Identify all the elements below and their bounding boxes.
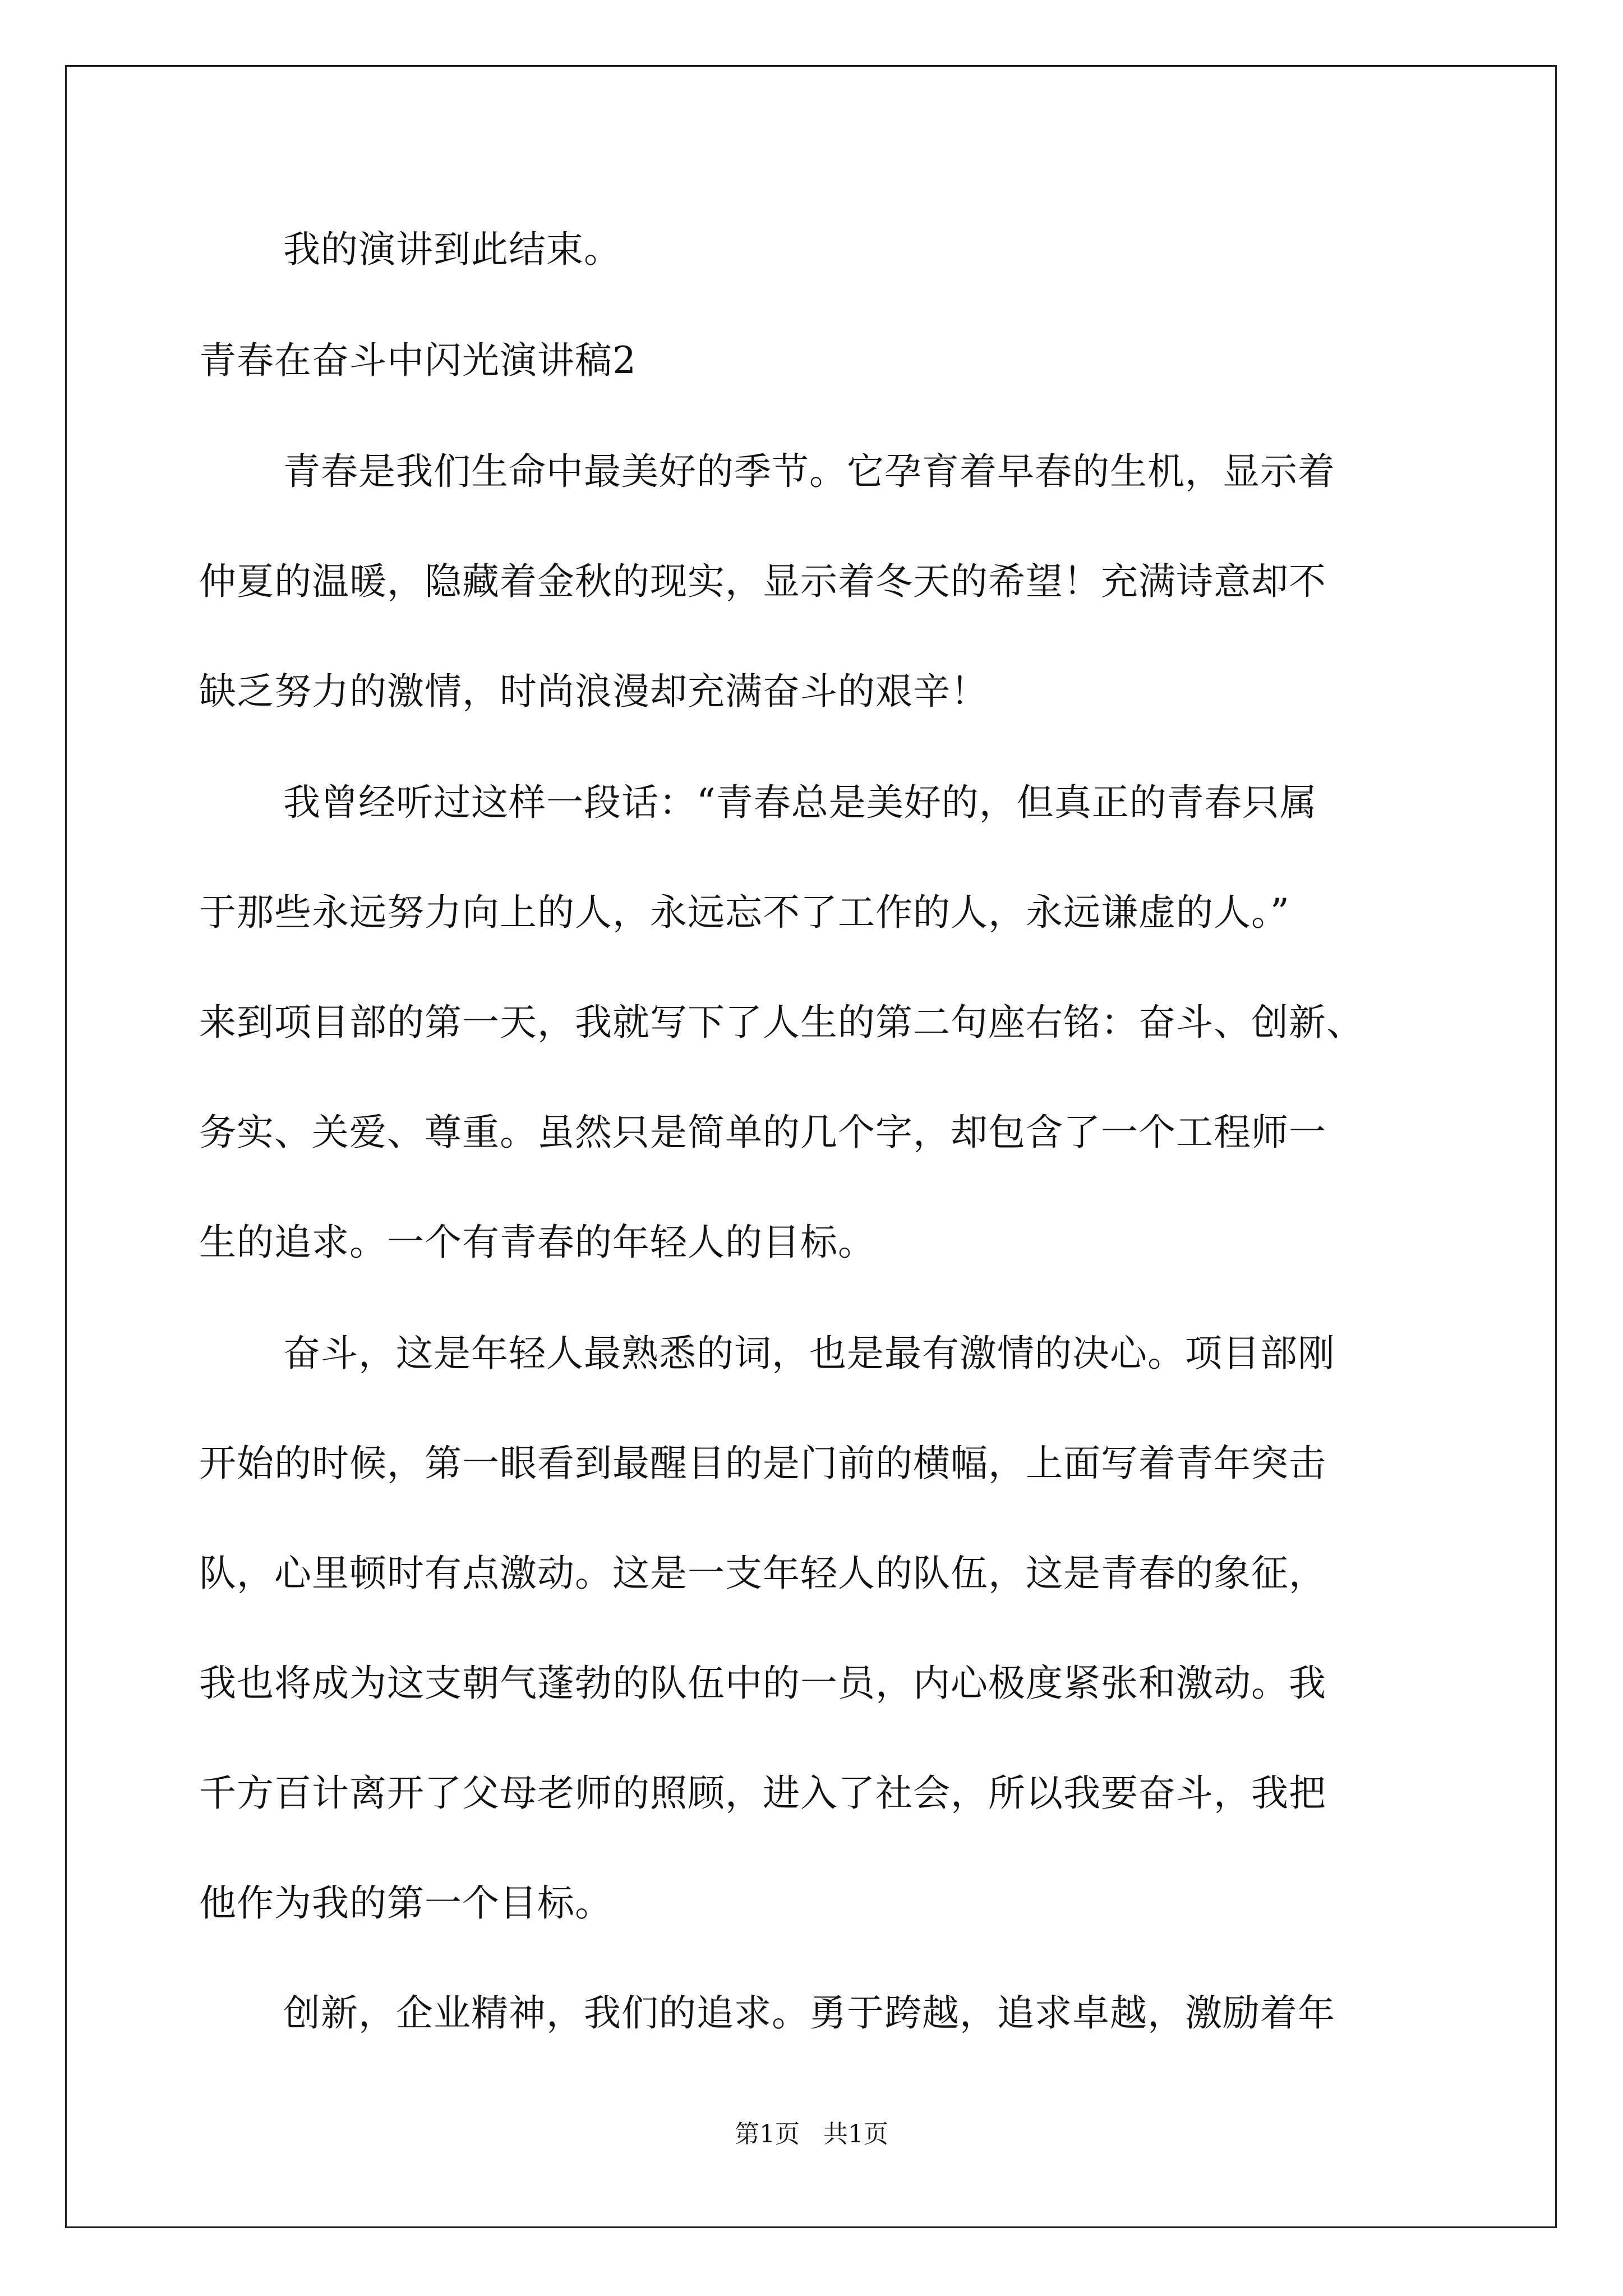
- paragraph-line: 我也将成为这支朝气蓬勃的队伍中的一员，内心极度紧张和激动。我: [199, 1662, 1326, 1705]
- paragraph-line: 来到项目部的第一天，我就写下了人生的第二句座右铭：奋斗、创新、: [199, 1001, 1364, 1044]
- section-title: 青春在奋斗中闪光演讲稿2: [199, 339, 637, 382]
- paragraph-line: 于那些永远努力向上的人，永远忘不了工作的人，永远谦虚的人。”: [199, 891, 1290, 934]
- paragraph-line: 他作为我的第一个目标。: [199, 1881, 612, 1925]
- paragraph-line: 我曾经听过这样一段话：“青春总是美好的，但真正的青春只属: [283, 781, 1317, 824]
- closing-line: 我的演讲到此结束。: [283, 228, 621, 271]
- paragraph-line: 奋斗，这是年轻人最熟悉的词，也是最有激情的决心。项目部刚: [283, 1332, 1335, 1375]
- paragraph-line: 开始的时候，第一眼看到最醒目的是门前的横幅，上面写着青年突击: [199, 1442, 1326, 1485]
- paragraph-line: 青春是我们生命中最美好的季节。它孕育着早春的生机，显示着: [283, 450, 1335, 493]
- paragraph-line: 务实、关爱、尊重。虽然只是简单的几个字，却包含了一个工程师一: [199, 1111, 1326, 1154]
- paragraph-line: 创新，企业精神，我们的追求。勇于跨越，追求卓越，激励着年: [283, 1991, 1335, 2035]
- paragraph-line: 缺乏努力的激情，时尚浪漫却充满奋斗的艰辛！: [199, 670, 988, 713]
- paragraph-line: 仲夏的温暖，隐藏着金秋的现实，显示着冬天的希望！充满诗意却不: [199, 560, 1326, 603]
- paragraph-line: 千方百计离开了父母老师的照顾，进入了社会，所以我要奋斗，我把: [199, 1772, 1326, 1815]
- paragraph-line: 队，心里顿时有点激动。这是一支年轻人的队伍，这是青春的象征，: [199, 1552, 1326, 1595]
- paragraph-line: 生的追求。一个有青春的年轻人的目标。: [199, 1221, 875, 1264]
- page-number-footer: 第1页 共1页: [735, 2120, 888, 2148]
